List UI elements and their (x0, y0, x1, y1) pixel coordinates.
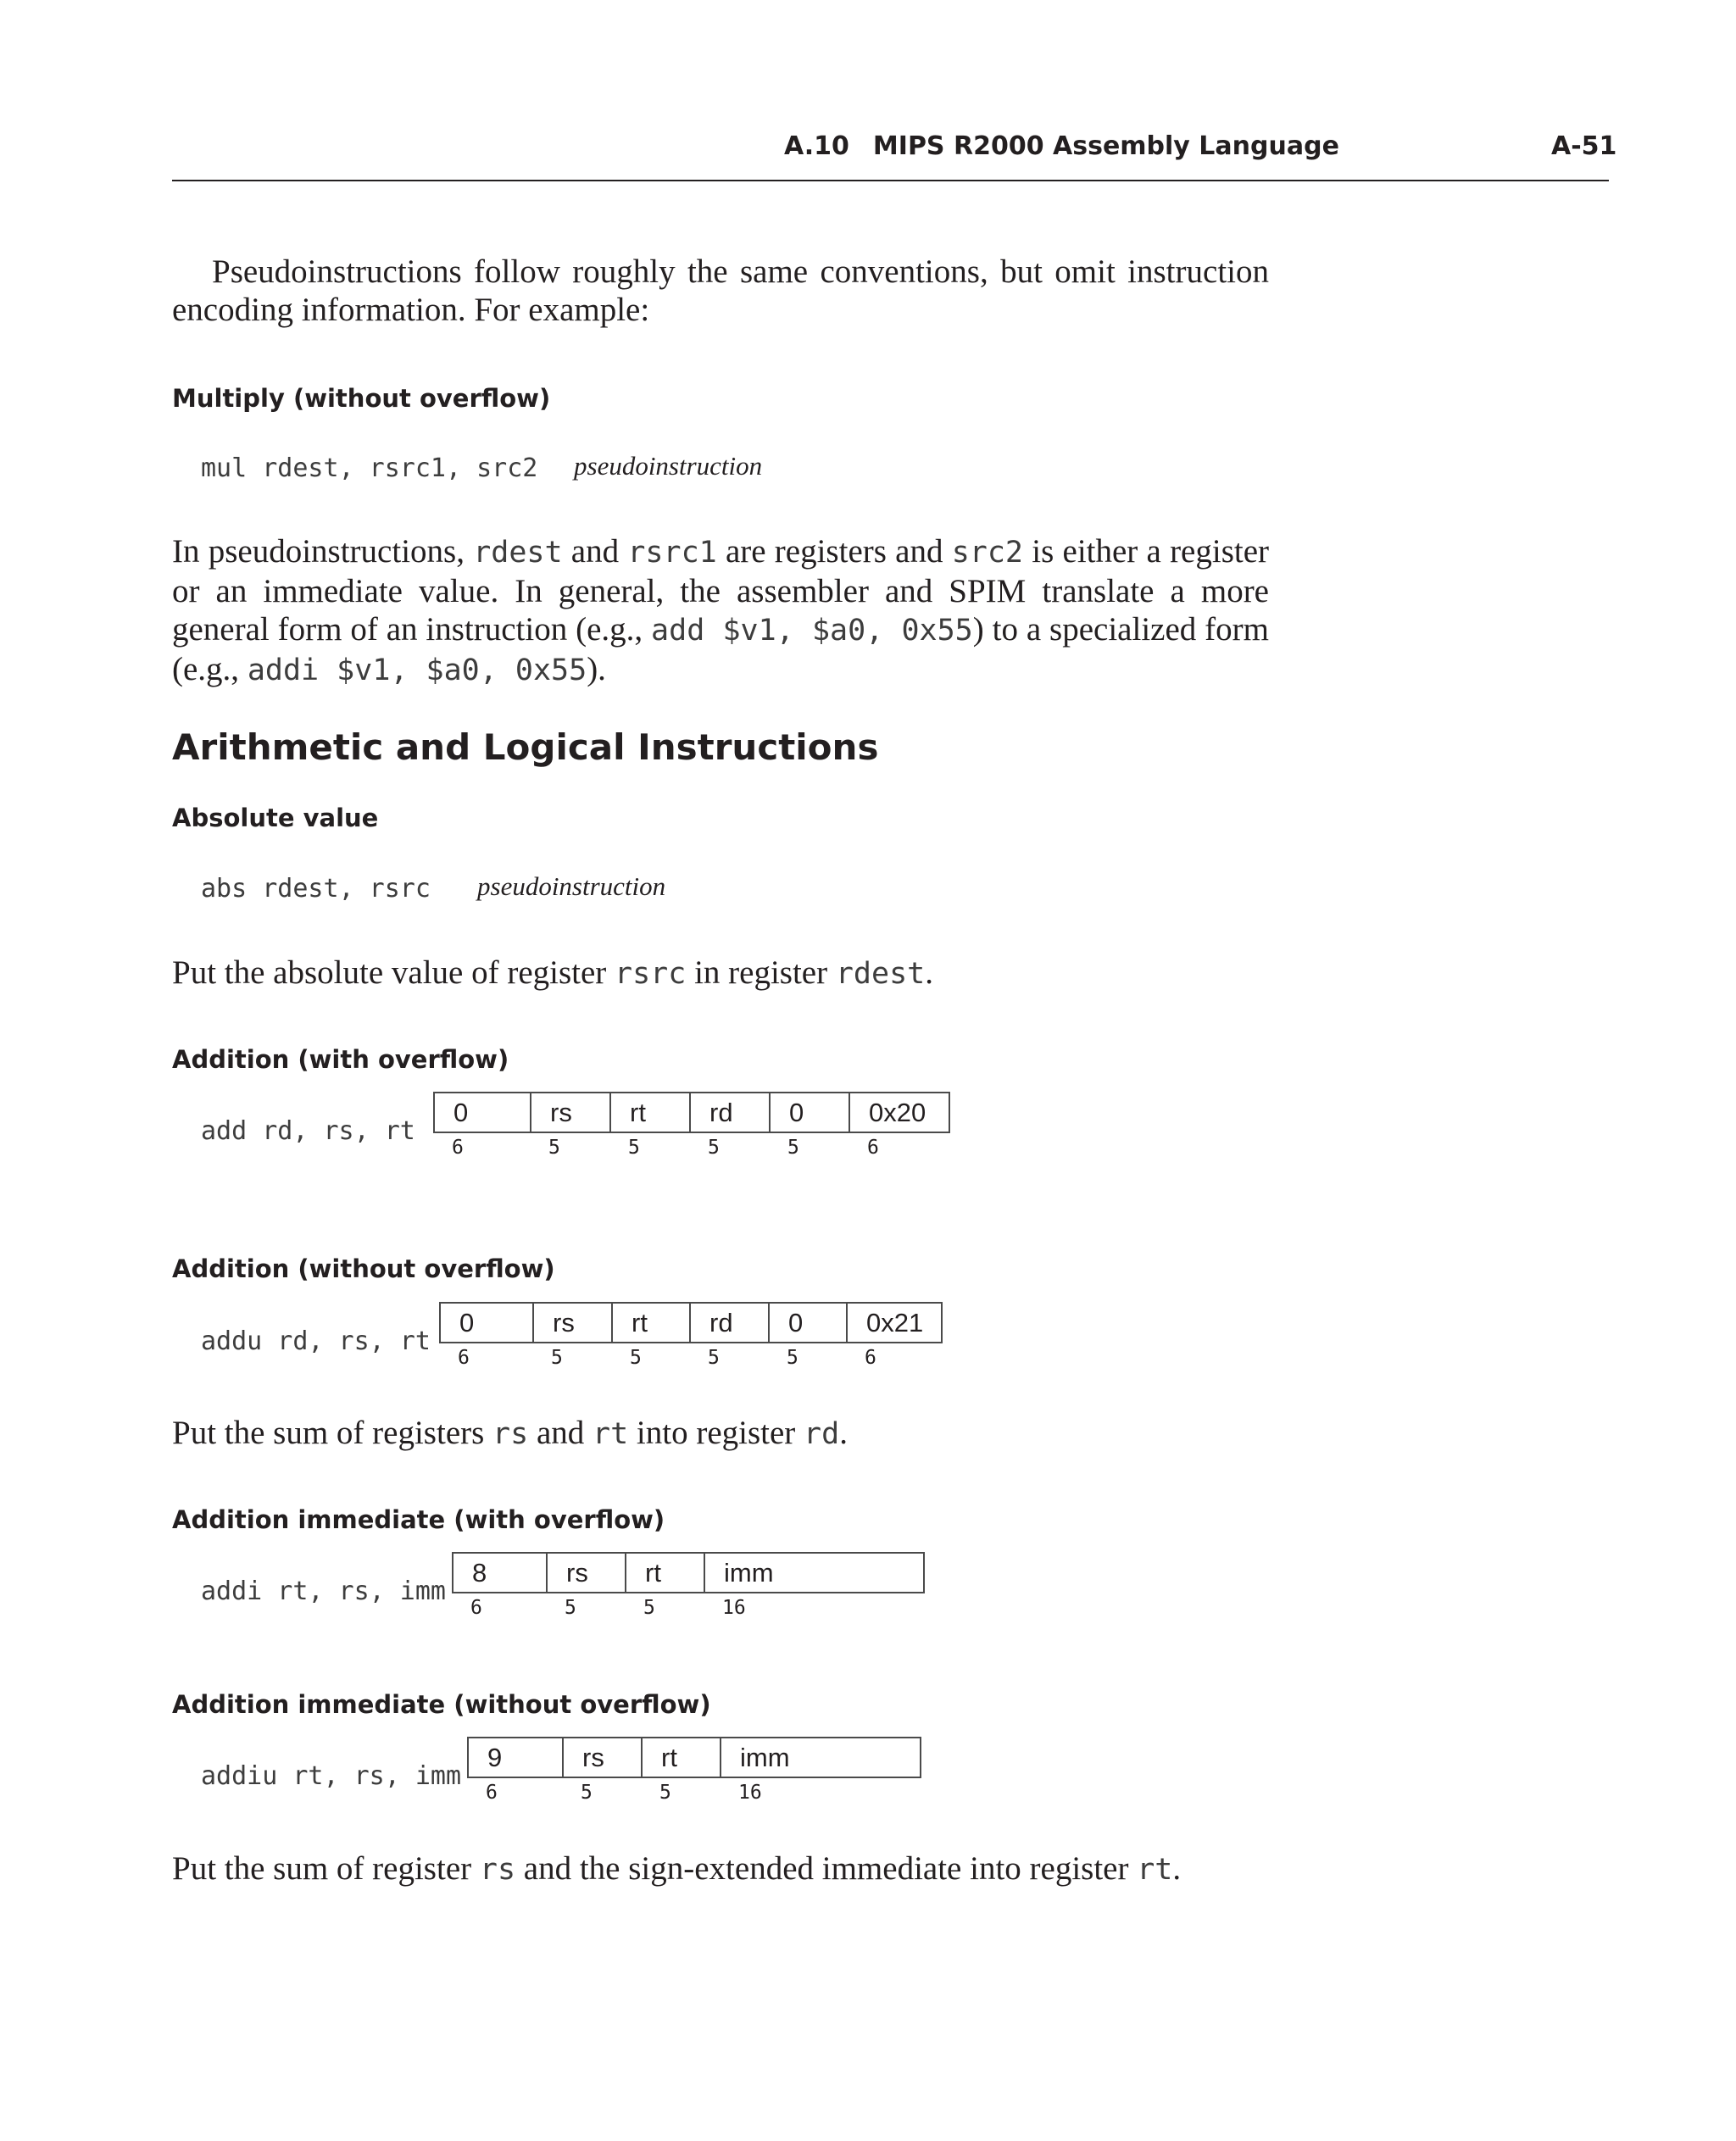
section-title: Arithmetic and Logical Instructions (172, 726, 879, 768)
code-rsrc: rsrc (615, 957, 687, 991)
text-run: in register (686, 954, 836, 991)
encoding-field: 8 (453, 1554, 548, 1592)
immediate-description (172, 1849, 1269, 1889)
encoding-field: 0x21 (848, 1304, 943, 1342)
add-syntax: add rd, rs, rt (201, 1116, 415, 1146)
pseudoinstruction-paragraph (172, 532, 1269, 690)
addi-syntax: addi rt, rs, imm (201, 1577, 446, 1606)
encoding-field: rt (611, 1093, 691, 1132)
encoding-field: rs (534, 1304, 613, 1342)
add-encoding (433, 1092, 950, 1162)
field-width: 5 (565, 1597, 576, 1619)
pseudoinstruction-text (172, 532, 1269, 690)
header-section-number: A.10 (784, 131, 849, 161)
encoding-field: rs (548, 1554, 626, 1592)
code-rt: rt (593, 1417, 629, 1451)
text-run: Put the absolute value of register (172, 954, 615, 991)
code-rs: rs (492, 1417, 529, 1451)
field-width: 5 (787, 1347, 798, 1369)
field-width: 5 (787, 1137, 799, 1159)
field-width: 5 (548, 1137, 560, 1159)
code-src2: src2 (951, 536, 1024, 570)
add-encoding-fields (433, 1092, 950, 1133)
encoding-field: imm (721, 1738, 921, 1777)
addiu-syntax: addiu rt, rs, imm (201, 1761, 462, 1791)
encoding-field: imm (705, 1554, 925, 1592)
field-width: 5 (628, 1137, 640, 1159)
addi-encoding-fields (452, 1552, 925, 1593)
sum-description (172, 1414, 1269, 1454)
multiply-heading: Multiply (without overflow) (172, 384, 551, 413)
running-header (784, 131, 1339, 161)
field-width: 5 (659, 1782, 671, 1804)
field-width: 5 (630, 1347, 642, 1369)
field-width: 6 (486, 1782, 498, 1804)
encoding-field: 0 (771, 1093, 850, 1132)
text-run: are registers and (716, 533, 952, 570)
addiu-heading: Addition immediate (without overflow) (172, 1690, 711, 1719)
field-width: 16 (722, 1597, 746, 1619)
abs-description-text (172, 954, 1269, 993)
abs-description (172, 954, 1269, 993)
encoding-field: rt (613, 1304, 691, 1342)
code-rs: rs (479, 1853, 516, 1887)
encoding-field: 0 (435, 1093, 531, 1132)
encoding-field: rs (564, 1738, 643, 1777)
code-rdest: rdest (835, 957, 926, 991)
text-run: Put the sum of registers (172, 1415, 493, 1451)
code-rdest: rdest (473, 536, 563, 570)
code-addi-example: addi $v1, $a0, 0x55 (247, 653, 587, 687)
immediate-description-text (172, 1849, 1269, 1889)
intro-text: Pseudoinstructions follow roughly the same conventions, but omit instruction encoding information. For example: (172, 253, 1269, 328)
header-rule (172, 180, 1609, 181)
field-width: 5 (708, 1347, 720, 1369)
text-run: . (1172, 1850, 1182, 1887)
code-rd: rd (804, 1417, 840, 1451)
add-heading: Addition (with overflow) (172, 1045, 509, 1074)
intro-paragraph (172, 253, 1269, 329)
addu-encoding (439, 1302, 943, 1372)
field-width: 16 (738, 1782, 762, 1804)
field-width: 6 (865, 1347, 876, 1369)
encoding-field: 0 (770, 1304, 848, 1342)
page-number: A-51 (1551, 131, 1617, 161)
encoding-field: rt (626, 1554, 705, 1592)
text-run: ). (587, 651, 606, 687)
addi-encoding-widths (452, 1593, 925, 1622)
addiu-encoding-widths (467, 1778, 921, 1807)
text-run: Put the sum of register (172, 1850, 480, 1887)
addu-encoding-widths (439, 1343, 943, 1372)
field-width: 6 (458, 1347, 470, 1369)
text-run: is either a register or an immediate value. In general, the assembler and SPIM translate a more general form of an instruction (e.g., (172, 533, 1270, 648)
addiu-encoding (467, 1737, 921, 1807)
abs-pseudo-note: pseudoinstruction (477, 871, 666, 901)
field-width: 5 (581, 1782, 593, 1804)
addi-heading: Addition immediate (with overflow) (172, 1505, 665, 1534)
text-run: In pseudoinstructions, (172, 533, 474, 570)
header-title: MIPS R2000 Assembly Language (872, 131, 1339, 161)
text-run: and the sign-extended immediate into register (515, 1850, 1138, 1887)
multiply-syntax: mul rdest, rsrc1, src2 (201, 453, 538, 483)
encoding-field: 0 (441, 1304, 534, 1342)
field-width: 5 (708, 1137, 720, 1159)
abs-heading: Absolute value (172, 804, 379, 832)
code-rsrc1: rsrc1 (627, 536, 717, 570)
text-run: . (925, 954, 933, 991)
encoding-field: rt (643, 1738, 721, 1777)
addu-syntax: addu rd, rs, rt (201, 1326, 431, 1356)
field-width: 6 (470, 1597, 482, 1619)
encoding-field: 9 (469, 1738, 564, 1777)
abs-syntax: abs rdest, rsrc (201, 874, 431, 904)
text-run: and (562, 533, 628, 570)
code-add-example: add $v1, $a0, 0x55 (651, 614, 973, 648)
text-run: into register (628, 1415, 804, 1451)
field-width: 5 (643, 1597, 655, 1619)
addu-encoding-fields (439, 1302, 943, 1343)
multiply-pseudo-note: pseudoinstruction (574, 451, 763, 481)
addi-encoding (452, 1552, 925, 1622)
add-encoding-widths (433, 1133, 950, 1162)
sum-description-text (172, 1414, 1269, 1454)
encoding-field: rd (691, 1093, 771, 1132)
code-rt: rt (1137, 1853, 1173, 1887)
encoding-field: rs (531, 1093, 611, 1132)
field-width: 5 (551, 1347, 563, 1369)
encoding-field: 0x20 (850, 1093, 950, 1132)
field-width: 6 (867, 1137, 879, 1159)
addiu-encoding-fields (467, 1737, 921, 1778)
text-run: and (528, 1415, 593, 1451)
text-run: . (839, 1415, 848, 1451)
field-width: 6 (452, 1137, 464, 1159)
addu-heading: Addition (without overflow) (172, 1254, 555, 1283)
encoding-field: rd (691, 1304, 770, 1342)
text-run: ) to a specialized form (e.g., (172, 611, 1269, 687)
